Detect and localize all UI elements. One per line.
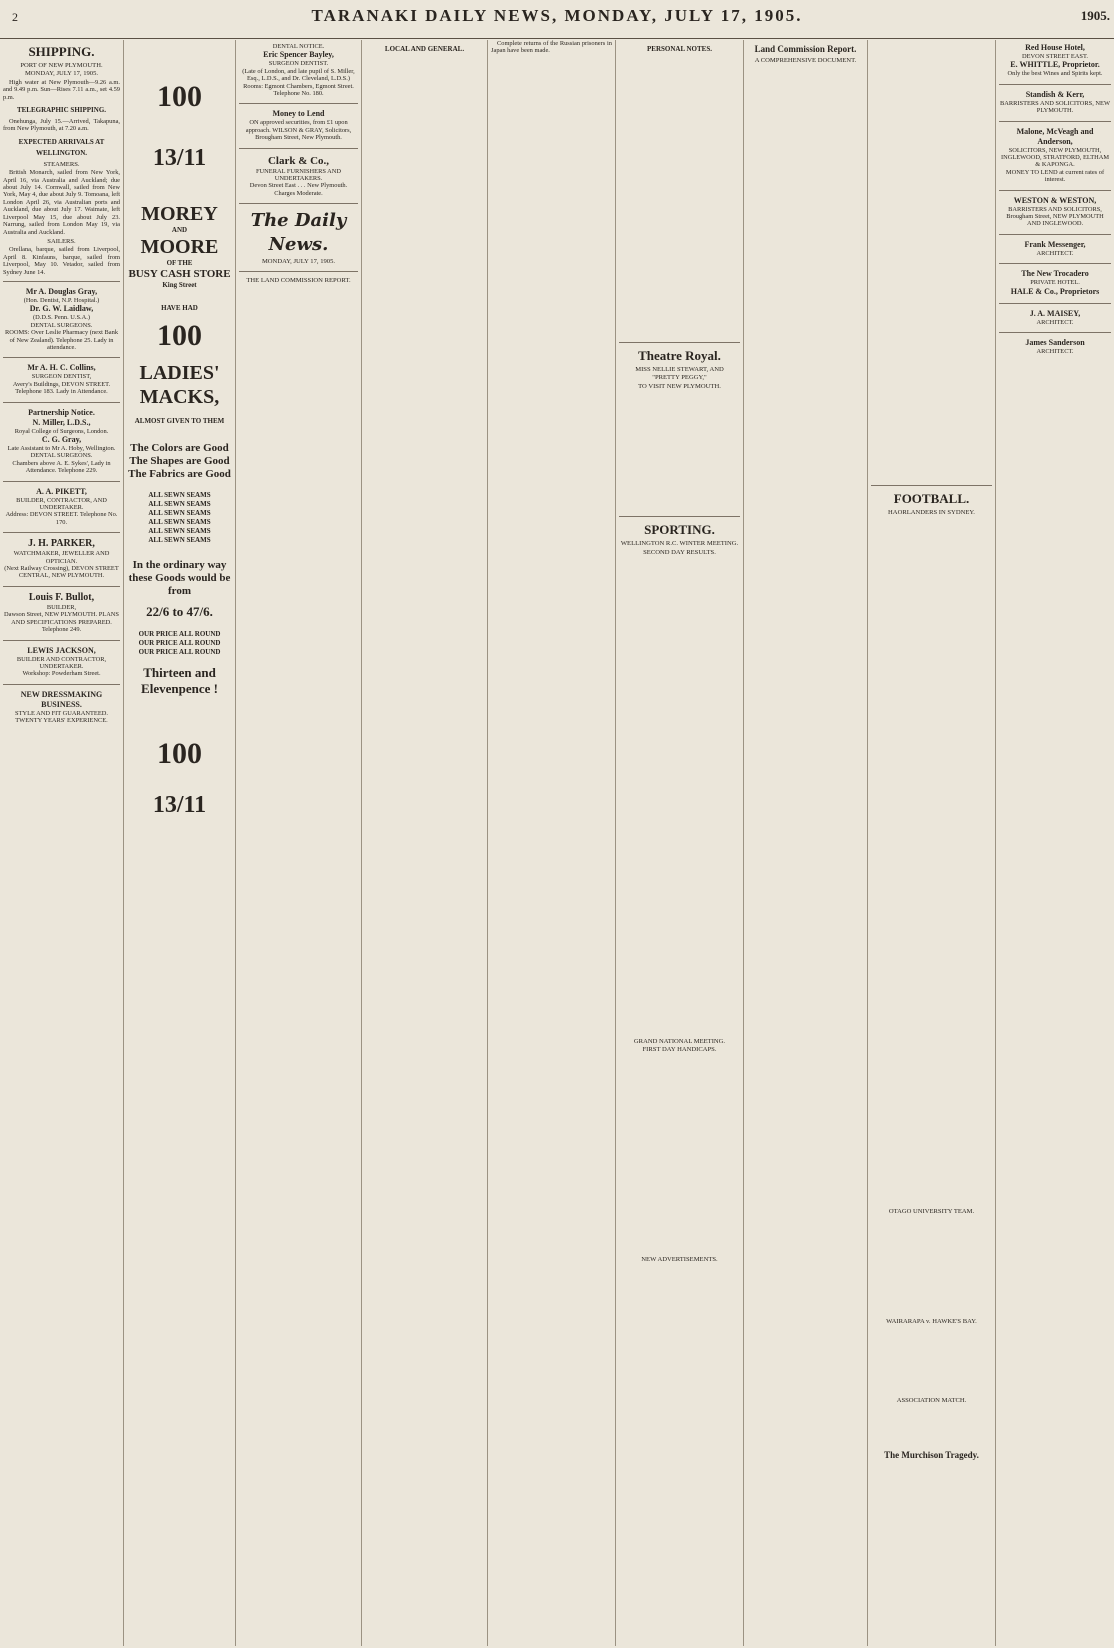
column-dental-editorial xyxy=(236,40,362,1646)
partnership-heading: Partnership Notice. xyxy=(28,407,95,417)
column-morey-moore-ad xyxy=(124,40,236,1646)
messenger-role: ARCHITECT. xyxy=(1036,249,1074,257)
divider xyxy=(3,640,120,641)
port-name: PORT OF NEW PLYMOUTH. xyxy=(20,62,103,69)
sewn-seams: ALL SEWN SEAMS xyxy=(148,500,211,508)
sanderson-role: ARCHITECT. xyxy=(1036,348,1074,356)
morey-name: MOREY xyxy=(141,203,218,225)
divider xyxy=(3,281,120,282)
commission-heading: THE LAND COMMISSION REPORT. xyxy=(246,276,351,284)
collins-address: Avery's Buildings, DEVON STREET. Telephone 183. Lady in Attendance. xyxy=(12,380,111,396)
spacer xyxy=(619,57,740,337)
ordinary-way: In the ordinary way these Goods would be from xyxy=(128,559,231,597)
column-local-general xyxy=(362,40,488,1646)
dental-surgeons: DENTAL SURGEONS. xyxy=(30,452,93,460)
otago-heading: OTAGO UNIVERSITY TEAM. xyxy=(888,1208,975,1216)
column-shipping xyxy=(0,40,124,1646)
number-100: 100 xyxy=(157,737,202,770)
murchison-heading: The Murchison Tragedy. xyxy=(884,1449,979,1460)
miller-name: N. Miller, L.D.S., xyxy=(32,417,91,427)
divider xyxy=(3,586,120,587)
divider xyxy=(999,121,1111,122)
grand-national: GRAND NATIONAL MEETING. xyxy=(633,1038,726,1046)
sailers-heading: SAILERS. xyxy=(47,237,76,245)
second-day: SECOND DAY RESULTS. xyxy=(643,548,716,556)
laidlaw-title: (D.D.S. Penn. U.S.A.) xyxy=(33,314,90,322)
daily-news-title: The Daily News. xyxy=(250,210,347,256)
number-100: 100 xyxy=(157,319,202,352)
divider xyxy=(999,84,1111,85)
ad-weston xyxy=(999,196,1111,228)
laidlaw-name: Dr. G. W. Laidlaw, xyxy=(29,304,94,314)
collins-role: SURGEON DENTIST, xyxy=(31,373,92,381)
wellington-meeting: WELLINGTON R.C. WINTER MEETING. xyxy=(620,540,739,548)
ad-red-house xyxy=(999,43,1111,78)
king-street: King Street xyxy=(162,281,197,289)
spacer xyxy=(871,1406,992,1446)
ad-trocadero xyxy=(999,269,1111,296)
divider xyxy=(999,263,1111,264)
bayley-role: SURGEON DENTIST. xyxy=(268,60,329,68)
divider xyxy=(3,357,120,358)
ad-dressmaking xyxy=(3,690,120,725)
ad-clark xyxy=(239,154,358,198)
bullot-address: Dawson Street, NEW PLYMOUTH. PLANS AND SPECIFICATIONS PREPARED. Telephone 249. xyxy=(4,611,119,634)
clark-role: FUNERAL FURNISHERS AND UNDERTAKERS. xyxy=(256,167,341,183)
theatre-heading: Theatre Royal. xyxy=(638,348,721,363)
column-land-commission xyxy=(744,40,868,1646)
our-price: OUR PRICE ALL ROUND xyxy=(138,630,221,638)
column-news xyxy=(488,40,616,1646)
price-13-11: 13/11 xyxy=(152,792,207,818)
spacer xyxy=(871,517,992,1207)
jackson-name: LEWIS JACKSON, xyxy=(27,645,96,655)
maisey-name: J. A. MAISEY, xyxy=(1029,308,1081,318)
whittle-name: E. WHITTLE, Proprietor. xyxy=(1010,60,1100,70)
divider xyxy=(999,303,1111,304)
malone-role: SOLICITORS, NEW PLYMOUTH, INGLEWOOD, STRATFORD, ELTHAM & KAPONGA. xyxy=(1000,146,1110,169)
divider xyxy=(999,332,1111,333)
spacer xyxy=(619,391,740,511)
bullot-role: BUILDER, xyxy=(46,603,77,611)
onehunga-text: Onehunga, July 15.—Arrived, Takapuna, from New Plymouth, at 7.20 a.m. xyxy=(3,118,120,133)
sanderson-name: James Sanderson xyxy=(1025,338,1085,348)
collins-name: Mr A. H. C. Collins, xyxy=(27,363,96,373)
moore-name: MOORE xyxy=(140,236,219,258)
ad-parker xyxy=(3,538,120,580)
spacer xyxy=(619,1055,740,1255)
gray2-name: C. G. Gray, xyxy=(41,435,82,444)
money-heading: Money to Lend xyxy=(272,109,325,119)
trocadero-role: PRIVATE HOTEL. xyxy=(1030,279,1080,287)
divider xyxy=(3,684,120,685)
ad-bayley xyxy=(239,43,358,97)
steamers-heading: STEAMERS. xyxy=(43,160,80,168)
red-house-address: DEVON STREET EAST. xyxy=(1022,53,1088,60)
ad-messenger xyxy=(999,240,1111,257)
fabrics-good: The Fabrics are Good xyxy=(128,468,231,480)
clark-name: Clark & Co., xyxy=(267,154,330,167)
whittle-text: Only the best Wines and Spirits kept. xyxy=(1007,70,1103,78)
our-price: OUR PRICE ALL ROUND xyxy=(138,639,221,647)
hale-name: HALE & Co., Proprietors xyxy=(1010,286,1100,296)
ad-maisey xyxy=(999,309,1111,326)
sewn-seams: ALL SEWN SEAMS xyxy=(148,491,211,499)
sewn-seams: ALL SEWN SEAMS xyxy=(148,509,211,517)
of-the-text: OF THE xyxy=(166,259,193,267)
parker-address: (Next Railway Crossing), DEVON STREET CENTRAL, NEW PLYMOUTH. xyxy=(4,565,119,580)
and-text: AND xyxy=(171,226,188,234)
shipping-heading: SHIPPING. xyxy=(28,44,95,59)
weston-name: WESTON & WESTON, xyxy=(1013,195,1097,205)
standish-role: BARRISTERS AND SOLICITORS, NEW PLYMOUTH. xyxy=(1000,99,1110,115)
standish-name: Standish & Kerr, xyxy=(1025,89,1085,99)
divider xyxy=(619,342,740,343)
first-day: FIRST DAY HANDICAPS. xyxy=(642,1046,717,1054)
laidlaw-address: ROOMS: Over Leslie Pharmacy (next Bank of New Zealand). Telephone 25. Lady in attendance. xyxy=(4,329,119,351)
red-house-name: Red House Hotel, xyxy=(1025,43,1085,52)
divider xyxy=(871,485,992,486)
spacer xyxy=(871,1217,992,1317)
masthead-year: 1905. xyxy=(1080,8,1110,23)
land-heading: Land Commission Report. xyxy=(754,44,857,54)
laidlaw-role: DENTAL SURGEONS. xyxy=(30,321,93,329)
ad-bullot xyxy=(3,592,120,634)
dressmaking-text: STYLE AND FIT GUARANTEED. TWENTY YEARS' EXPERIENCE. xyxy=(15,709,108,725)
divider xyxy=(239,103,358,104)
gray-name: Mr A. Douglas Gray, xyxy=(25,286,98,296)
divider xyxy=(619,516,740,517)
divider xyxy=(999,234,1111,235)
divider xyxy=(3,481,120,482)
ad-malone xyxy=(999,127,1111,184)
arrivals-text: British Monarch, sailed from New York, April 16, via Australia and Auckland; due about July 14. Cornwall, sailed from New York, May 4, due about July 9. Tomoana, left London April 26, via Australian ports and Auckland, due about July 17. Waimate, left Liverpool May 15, due about July 23. Narrung, sailed from London May 19, via Australia and Auckland. xyxy=(3,169,120,236)
football-heading: FOOTBALL. xyxy=(893,491,970,506)
expected-heading: EXPECTED ARRIVALS AT WELLINGTON. xyxy=(18,137,105,157)
page-number: 2 xyxy=(12,10,18,24)
sewn-seams: ALL SEWN SEAMS xyxy=(148,527,211,535)
newspaper-title: TARANAKI DAILY NEWS, MONDAY, JULY 17, 1905. xyxy=(311,6,803,25)
our-price: OUR PRICE ALL ROUND xyxy=(138,648,221,656)
divider xyxy=(999,190,1111,191)
money-text: ON approved securities, from £1 upon approach. WILSON & GRAY, Solicitors, Brougham Street, New Plymouth. xyxy=(245,119,352,142)
parker-name: J. H. PARKER, xyxy=(28,538,95,550)
jackson-role: BUILDER AND CONTRACTOR, UNDERTAKER. xyxy=(16,655,107,670)
ad-standish xyxy=(999,90,1111,115)
gray-title: (Hon. Dentist, N.P. Hospital.) xyxy=(23,296,100,304)
weston-role: BARRISTERS AND SOLICITORS, Brougham Street, NEW PLYMOUTH AND INGLEWOOD. xyxy=(1006,205,1104,228)
tides-text: High water at New Plymouth—9.26 a.m. and 9.49 p.m. Sun—Rises 7.11 a.m., set 4.59 p.m. xyxy=(3,78,120,101)
price-13-11: 13/11 xyxy=(152,145,207,171)
jackson-address: Workshop: Powderham Street. xyxy=(22,670,101,678)
daily-news-date: MONDAY, JULY 17, 1905. xyxy=(261,258,336,266)
spacer xyxy=(871,1326,992,1396)
wairarapa-heading: WAIRARAPA v. HAWKE'S BAY. xyxy=(886,1317,977,1325)
sporting-heading: SPORTING. xyxy=(644,522,715,538)
miller-note: Royal College of Surgeons, London. xyxy=(14,427,109,435)
new-ads-heading: NEW ADVERTISEMENTS. xyxy=(641,1255,718,1263)
number-100: 100 xyxy=(157,80,202,113)
dental-address: Chambers above A. E. Sykes', Lady in Attendance. Telephone 229. xyxy=(12,459,111,475)
local-heading: LOCAL AND GENERAL. xyxy=(384,45,465,53)
pikett-role: BUILDER, CONTRACTOR, AND UNDERTAKER. xyxy=(16,496,107,512)
divider xyxy=(239,148,358,149)
messenger-name: Frank Messenger, xyxy=(1024,239,1086,249)
divider xyxy=(3,402,120,403)
thirteen-eleven-pence: Thirteen and Elevenpence ! xyxy=(141,665,218,696)
personal-heading: PERSONAL NOTES. xyxy=(647,45,712,53)
column-business-ads xyxy=(996,8,1114,1646)
clark-address: Devon Street East . . . New Plymouth. Charges Moderate. xyxy=(249,182,348,197)
sailers-text: Orellana, barque, sailed from Liverpool, April 8. Kinfauns, barque, sailed from Liverpool, May 10. Vetador, sailed from Sydney June 14. xyxy=(3,246,120,276)
almost-given: ALMOST GIVEN TO THEM xyxy=(134,417,225,425)
news-intro: Complete returns of the Russian prisoners in Japan have been made. xyxy=(491,40,612,55)
malone-name: Malone, McVeagh and Anderson, xyxy=(1016,126,1094,146)
bayley-name: Eric Spencer Bayley, xyxy=(263,50,334,60)
shipping-date: MONDAY, JULY 17, 1905. xyxy=(24,70,99,78)
sewn-seams: ALL SEWN SEAMS xyxy=(148,536,211,544)
column-football xyxy=(868,40,996,1646)
sewn-seams: ALL SEWN SEAMS xyxy=(148,518,211,526)
ad-sanderson xyxy=(999,338,1111,355)
colors-good: The Colors are Good xyxy=(130,442,229,454)
pikett-name: A. A. PIKETT, xyxy=(36,486,87,496)
money-lend-text: MONEY TO LEND at current rates of interest. xyxy=(1005,168,1105,184)
pretty-peggy: "PRETTY PEGGY," xyxy=(652,374,707,382)
column-personal-sporting xyxy=(616,40,744,1646)
shapes-good: The Shapes are Good xyxy=(129,455,230,467)
bayley-text: (Late of London, and late pupil of S. Miller, Esq., L.D.S., and Dr. Cleveland, L.D.S.) Rooms: Egmont Chambers, Egmont Street. Telephone No. 180. xyxy=(242,67,355,98)
spacer xyxy=(871,40,992,480)
busy-cash-store: BUSY CASH STORE xyxy=(128,268,231,280)
maisey-role: ARCHITECT. xyxy=(1036,318,1074,326)
ladies-macks: LADIES' MACKS, xyxy=(139,362,220,408)
haorlanders-heading: HAORLANDERS IN SYDNEY. xyxy=(888,509,975,516)
land-sub: A COMPREHENSIVE DOCUMENT. xyxy=(754,57,857,64)
trocadero-name: The New Trocadero xyxy=(1021,269,1089,279)
gray2-note: Late Assistant to Mr A. Hoby, Wellington. xyxy=(7,445,116,452)
dressmaking-heading: NEW DRESSMAKING BUSINESS. xyxy=(20,689,103,709)
price-range: 22/6 to 47/6. xyxy=(146,604,213,619)
ad-gray xyxy=(3,287,120,351)
ad-pikett xyxy=(3,487,120,527)
ad-collins xyxy=(3,363,120,395)
spacer xyxy=(619,557,740,1037)
telegraphic-heading: TELEGRAPHIC SHIPPING. xyxy=(16,106,107,115)
masthead xyxy=(0,0,1114,39)
bullot-name: Louis F. Bullot, xyxy=(28,591,95,603)
ad-money-lend xyxy=(239,109,358,141)
divider xyxy=(239,271,358,272)
dental-notice: DENTAL NOTICE. xyxy=(272,43,325,50)
theatre-sub: MISS NELLIE STEWART, AND xyxy=(635,366,724,373)
have-had: HAVE HAD xyxy=(161,304,198,312)
divider xyxy=(239,203,358,204)
ad-partnership xyxy=(3,408,120,475)
parker-role: WATCHMAKER, JEWELLER AND OPTICIAN. xyxy=(13,550,110,565)
pikett-address: Address: DEVON STREET. Telephone No. 170. xyxy=(5,511,118,526)
theatre-visit: TO VISIT NEW PLYMOUTH. xyxy=(638,382,721,390)
ad-jackson xyxy=(3,646,120,678)
association-heading: ASSOCIATION MATCH. xyxy=(896,1397,967,1405)
divider xyxy=(3,532,120,533)
